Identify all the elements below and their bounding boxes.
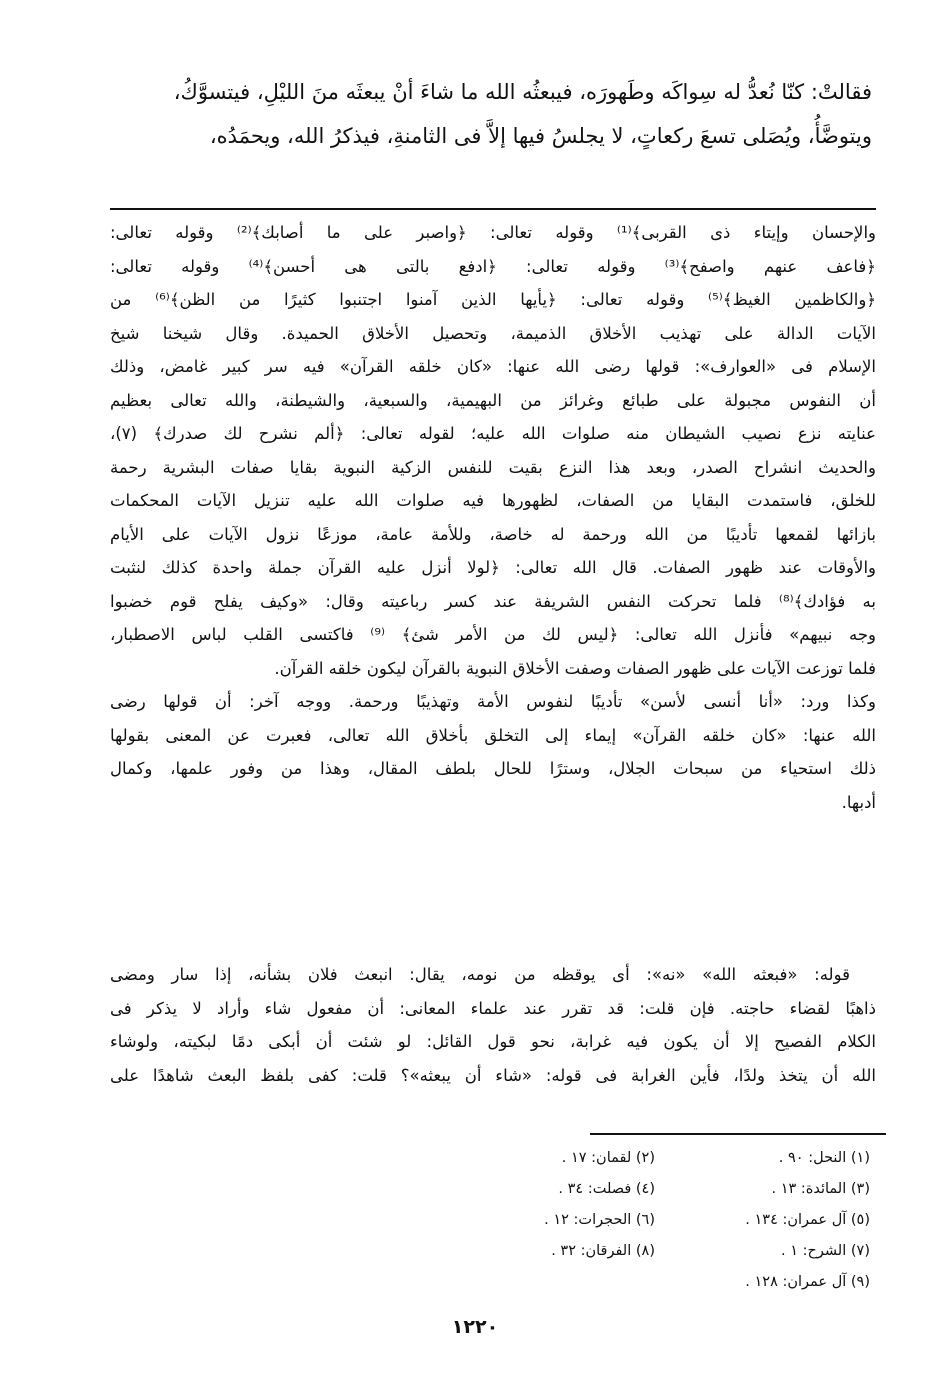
commentary-line: وجه نبيهم» فأنزل الله تعالى: ﴿ليس لك من الأمر شئ﴾ ⁽⁹⁾ فاكتسى القلب لباس الاصطبار، [110, 625, 876, 644]
footnote-row [440, 1267, 870, 1298]
footnote-row [440, 1205, 870, 1236]
commentary-line: ﴿والكاظمين الغيظ﴾⁽⁵⁾ وقوله تعالى: ﴿يأيها الذين آمنوا اجتنبوا كثيرًا من الظن﴾⁽⁶⁾ من [110, 290, 876, 309]
footnote: (٦) الحجرات: ١٢ . [544, 1212, 655, 1228]
separator-rule [110, 208, 876, 210]
footnote [440, 1267, 655, 1298]
commentary-line: أدبها. [841, 792, 876, 812]
hadith-text [120, 70, 872, 158]
footnote: (٣) المائدة: ١٣ . [771, 1181, 870, 1197]
commentary-line: بازائها لقمعها تأديبًا من الله ورحمة له خاصة، وللأمة عامة، موزعًا نزول الآيات على الأيام [110, 524, 876, 544]
explanation-paragraph [110, 958, 876, 1092]
commentary-line: عنايته نزع نصيب الشيطان منه صلوات الله عليه؛ لقوله تعالى: ﴿ألم نشرح لك صدرك﴾ (٧)، [110, 424, 876, 443]
footnote-row [440, 1143, 870, 1174]
commentary-line: للخلق، فاستمدت البقايا من الصفات، لظهورها فيه صلوات الله عليه تنزيل الآيات المحكمات [110, 491, 876, 510]
footnote: (٩) آل عمران: ١٢٨ . [745, 1274, 870, 1290]
commentary-line: أن النفوس مجبولة على طبائع وغرائز من البهيمية، والسبعية، والشيطنة، والله تعالى بعظيم [110, 390, 876, 410]
explanation-line: ذاهبًا لقضاء حاجته. فإن قلت: قد تقرر عند علماء المعانى: أن مفعول شاء وأراد لا يذكر فى [110, 998, 876, 1018]
hadith-line: فقالتْ: كنّا نُعدُّ له سِواكَه وطَهورَه، فيبعثُه الله ما شاءَ أنْ يبعثَه منَ الليْلِ، فيتسوَّكُ، [173, 80, 872, 104]
explanation-line: قوله: «فبعثه الله» «نه»: أى يوقظه من نومه، يقال: انبعث فلان بشأنه، إذا سار ومضى [110, 965, 850, 984]
footnote-rule [590, 1133, 886, 1135]
commentary-line: والحديث انشراح الصدر، وبعد هذا النزع بقيت للنفس الزكية النبوية بقايا صفات البشرية رحمة [110, 457, 876, 477]
explanation-line: الكلام الفصيح إلا أن يكون فيه غرابة، نحو قول القائل: لو شئت أن أبكى دمًا لبكيته، ولوشاء [110, 1032, 876, 1051]
commentary-line: الله عنها: «كان خلقه القرآن» إيماء إلى التخلق بأخلاق الله تعالى، فعبرت عن المعنى بقولها [110, 725, 876, 745]
page-number: ١٢٢٠ [451, 1316, 499, 1338]
footnotes [440, 1143, 870, 1298]
commentary-line: وكذا ورد: «أنا أنسى لأسن» تأديبًا لنفوس الأمة وتهذيبًا ورحمة. ووجه آخر: أن قولها رضى [110, 692, 876, 711]
footnote: (٤) فصلت: ٣٤ . [558, 1181, 655, 1197]
commentary-line: فلما توزعت الآيات على ظهور الصفات وصفت الأخلاق النبوية بالقرآن ليكون خلقه القرآن. [274, 658, 876, 678]
hadith-line: ويتوضَّأُ، ويُصَلى تسعَ ركعاتٍ، لا يجلسُ فيها إلاَّ فى الثامنةِ، فيذكرُ الله، ويحمَدُه، [209, 124, 872, 148]
explanation-line: الله أن يتخذ ولدًا، فأين الغرابة فى قوله: «شاء أن يبعثه»؟ قلت: كفى بلفظ البعث شاهدًا على [110, 1065, 876, 1085]
commentary-block [110, 216, 876, 819]
commentary-line: به فؤادك﴾⁽⁸⁾ فلما تحركت النفس الشريفة عند كسر رباعيته وقال: «وكيف يفلح قوم خضبوا [110, 591, 876, 611]
footnote: (٨) الفرقان: ٣٢ . [551, 1243, 655, 1259]
commentary-line: الإسلام فى «العوارف»: قولها رضى الله عنها: «كان خلقه القرآن» فيه سر كبير غامض، وذلك [110, 357, 876, 376]
commentary-line: ذلك استحياء من سبحات الجلال، وسترًا للحال بلطف المقال، وهذا من وفور علمها، وكمال [110, 759, 876, 778]
footnote: (٢) لقمان: ١٧ . [561, 1150, 655, 1166]
footnote-row [440, 1174, 870, 1205]
commentary-line: الآيات الدالة على تهذيب الأخلاق الذميمة، وتحصيل الأخلاق الحميدة. وقال شيخنا شيخ [110, 323, 876, 343]
commentary-line: والإحسان وإيتاء ذى القربى﴾⁽¹⁾ وقوله تعالى: ﴿واصبر على ما أصابك﴾⁽²⁾ وقوله تعالى: [110, 223, 876, 242]
footnote: (١) النحل: ٩٠ . [778, 1150, 870, 1166]
footnote: (٥) آل عمران: ١٣٤ . [745, 1212, 870, 1228]
footnote-row [440, 1236, 870, 1267]
commentary-line: والأوقات عند ظهور الصفات. قال الله تعالى: ﴿لولا أنزل عليه القرآن جملة واحدة كذلك لنثبت [110, 558, 876, 577]
footnote: (٧) الشرح: ١ . [781, 1243, 870, 1259]
commentary-line: ﴿فاعف عنهم واصفح﴾⁽³⁾ وقوله تعالى: ﴿ادفع بالتى هى أحسن﴾⁽⁴⁾ وقوله تعالى: [110, 256, 876, 276]
